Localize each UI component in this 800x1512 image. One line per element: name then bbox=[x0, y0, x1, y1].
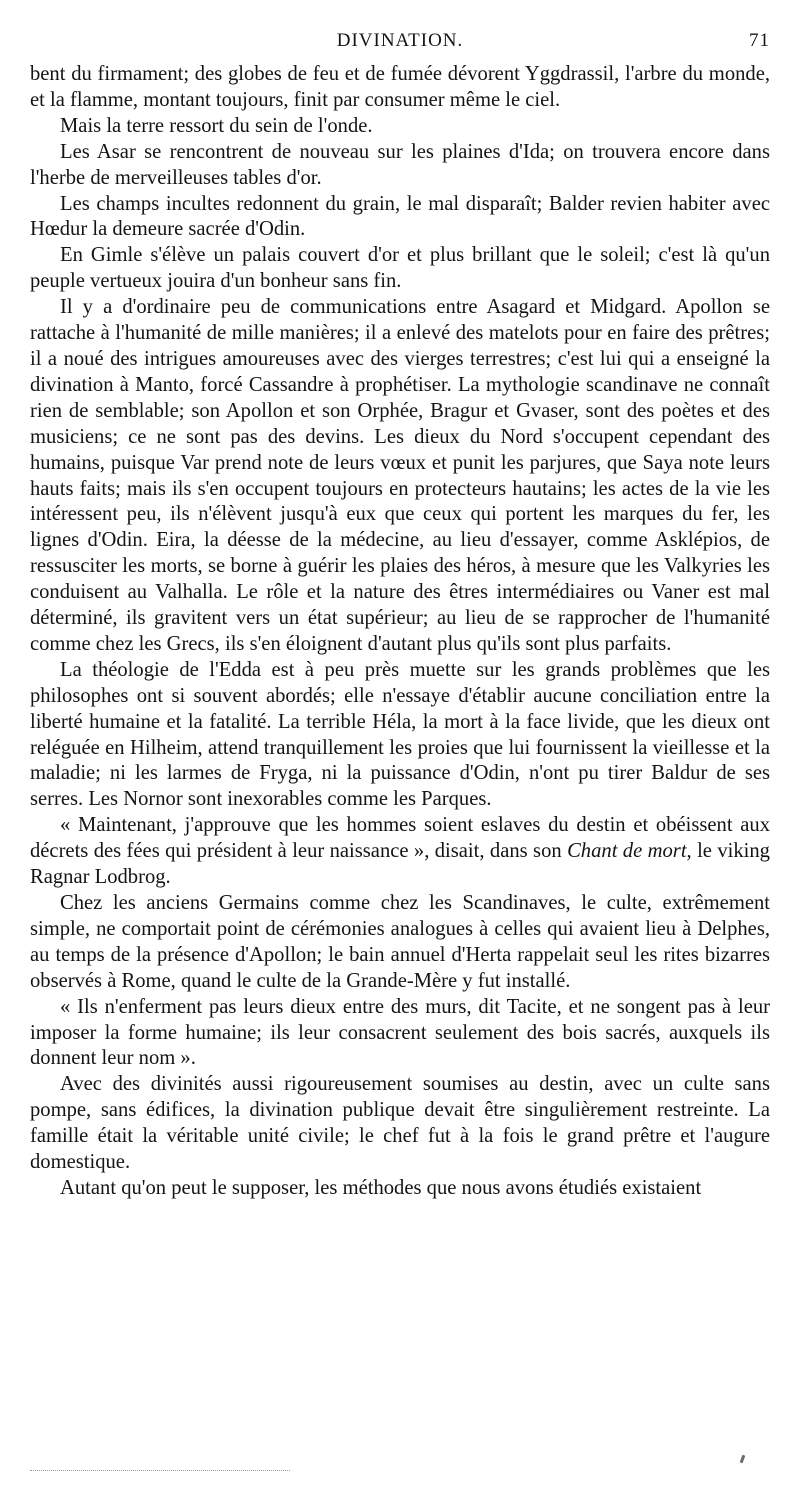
paragraph: Les champs incultes redonnent du grain, le mal disparaît; Balder revien habiter avec Hœdur la demeure sacrée d'Odin. bbox=[30, 192, 770, 241]
footer-printer-marks bbox=[30, 1470, 290, 1475]
quote-attribution: , le viking Ragnar Lodbrog. bbox=[30, 840, 770, 889]
book-page bbox=[30, 30, 770, 1490]
paragraph: Avec des divinités aussi rigoureusement soumises au destin, avec un culte sans pompe, sans édifices, la divination publique devait être singulièrement restreinte. La famille était la véritable unité civile; le chef fut à la fois le grand prêtre et l'augure domestique. bbox=[30, 1073, 770, 1174]
page-number: 71 bbox=[749, 30, 770, 51]
quote-text: « Maintenant, j'approuve que les hommes soient eslaves du destin et obéissent aux décrets des fées qui président à leur naissance », disait, dans son bbox=[30, 814, 770, 863]
paragraph: Les Asar se rencontrent de nouveau sur les plaines d'Ida; on trouvera encore dans l'herbe de merveilleuses tables d'or. bbox=[30, 140, 770, 189]
running-header bbox=[30, 30, 770, 56]
paragraph-quote-lodbrog bbox=[30, 813, 770, 891]
paragraph-continuation: bent du firmament; des globes de feu et de fumée dévorent Yggdrassil, l'arbre du monde, et la flamme, montant toujours, finit par consumer même le ciel. bbox=[30, 63, 770, 111]
paragraph: Chez les anciens Germains comme chez les Scandinaves, le culte, extrêmement simple, ne comportait point de cérémonies analogues à celles qui avaient lieu à Delphes, au temps de la présence d'Apollon; le bain annuel d'Herta rappelait seul les rites bizarres observés à Rome, quand le culte de la Grande-Mère y fut installé. bbox=[30, 892, 770, 992]
paragraph-quote-tacite: « Ils n'enferment pas leurs dieux entre des murs, dit Tacite, et ne songent pas à leur imposer la forme humaine; ils leur consacrent seulement des bois sacrés, auxquels ils donnent leur nom ». bbox=[30, 995, 770, 1070]
quote-title-italic: Chant de mort bbox=[567, 840, 687, 863]
paragraph: La théologie de l'Edda est à peu près muette sur les grands problèmes que les philosophes ont si souvent abordés; elle n'essaye d'établir aucune conciliation entre la liberté humaine et la fatalité. La terrible Héla, la mort à la face livide, que les dieux ont reléguée en Hilheim, attend tranquillement les proies que lui fournissent la vieillesse et la maladie; ni les larmes de Fryga, ni la puissance d'Odin, n'ont pu tirer Baldur de ses serres. Les Nornor sont inexorables comme les Parques. bbox=[30, 658, 770, 811]
body-text bbox=[30, 62, 770, 1202]
paragraph: Mais la terre ressort du sein de l'onde. bbox=[60, 114, 373, 137]
paragraph: En Gimle s'élève un palais couvert d'or et plus brillant que le soleil; c'est là qu'un peuple vertueux jouira d'un bonheur sans fin. bbox=[30, 244, 770, 293]
running-title: DIVINATION. bbox=[336, 30, 464, 51]
paragraph: Il y a d'ordinaire peu de communications entre Asagard et Midgard. Apollon se rattache à l'humanité de mille manières; il a enlevé des matelots pour en faire des prêtres; il a noué des intrigues amoureuses avec des vierges terrestres; c'est lui qui a enseigné la divination à Manto, forcé Cassandre à prophétiser. La mythologie scandinave ne connaît rien de semblable; son Apollon et son Orphée, Bragur et Gvaser, sont des poètes et des musiciens; ce ne sont pas des devins. Les dieux du Nord s'occupent cependant des humains, puisque Var prend note de leurs vœux et punit les parjures, que Saya note leurs hauts faits; mais ils s'en occupent toujours en protecteurs hautains; les actes de la vie les intéressent peu, ils n'élèvent jusqu'à eux que ceux qui portent les marques du fer, les lignes d'Odin. Eira, la déesse de la médecine, au lieu d'essayer, comme Asklépios, de ressusciter les morts, se borne à guérir les plaies des héros, à mesure que les Valkyries les conduisent au Valhalla. Le rôle et la nature des êtres intermédiaires ou Vaner est mal déterminé, ils gravitent vers un état supérieur; au lieu de se rapprocher de l'humanité comme chez les Grecs, ils s'en éloignent d'autant plus qu'ils sont plus parfaits. bbox=[30, 296, 770, 655]
paragraph-last-line: Autant qu'on peut le supposer, les méthodes que nous avons étudiés existaient bbox=[60, 1176, 702, 1199]
